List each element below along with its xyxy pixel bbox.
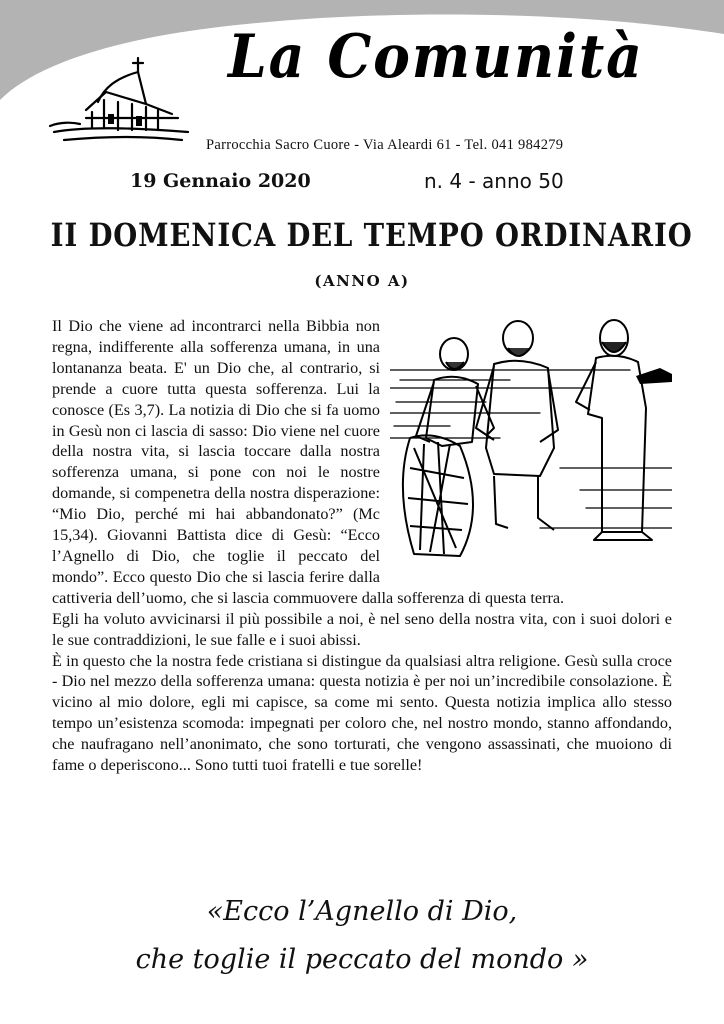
closing-quote-line-1: «Ecco l’Agnello di Dio, — [206, 896, 518, 927]
fishermen-with-jesus-illustration — [390, 318, 672, 562]
newsletter-title: La Comunità — [228, 22, 644, 92]
article-paragraph: È in questo che la nostra fede cristiana si distingue da qualsiasi altra religione. Gesù sulla croce - Dio nel mezzo della sofferenza umana: questa notizia è per noi un’incredibile consolazione. È vicino al mio dolore, egli mi capisce, sa come mi sento. Questa notizia implica allo stesso tempo un’esistenza scomoda: impegnati per coloro che, nel nostro mondo, stanno affondando, che naufragano nell’anonimato, che sono torturati, che vengono assassinati, che muoiono di fame o deperiscono... Sono tutti tuoi fratelli e tue sorelle! — [52, 651, 672, 775]
article-paragraph: Egli ha voluto avvicinarsi il più possibile a noi, è nel seno della nostra vita, con i suoi dolori e le sue contraddizioni, le sue falle e i suoi abissi. — [52, 609, 672, 649]
article-title: II DOMENICA DEL TEMPO ORDINARIO — [50, 216, 693, 254]
article-subtitle: (ANNO A) — [314, 272, 410, 290]
church-building-icon — [46, 52, 196, 148]
issue-date: 19 Gennaio 2020 — [130, 170, 311, 192]
article-paragraph: Il Dio che viene ad incontrarci nella Bibbia non regna, indifferente alla sofferenza umana, in una lontananza beata. E' un Dio che, al contrario, si prende a cuore tutta questa sofferenza. Lui la conosce (Es 3,7). La notizia di Dio che si fa uomo in Gesù non ci lascia di sasso: Dio viene nel cuore della nostra vita, si lascia toccare dalla nostra sofferenza umana, si pone con noi le nostre domande, si compenetra della nostra disperazione: “Mio Dio, perché mi hai abbandonato?” (Mc 15,34). Giovanni Battista dice di Gesù: “Ecco l’Agnello di Dio, che toglie il peccato del mondo”. Ecco questo Dio che si lascia ferire dalla cattiveria dell’uomo, che si lascia commuovere dalla sofferenza di questa terra. — [52, 317, 565, 607]
article-body — [52, 316, 672, 776]
issue-number: n. 4 - anno 50 — [424, 169, 564, 193]
closing-quote-line-2: che toglie il peccato del mondo » — [135, 944, 589, 975]
parish-contact-info: Parrocchia Sacro Cuore - Via Aleardi 61 - Tel. 041 984279 — [206, 137, 564, 153]
